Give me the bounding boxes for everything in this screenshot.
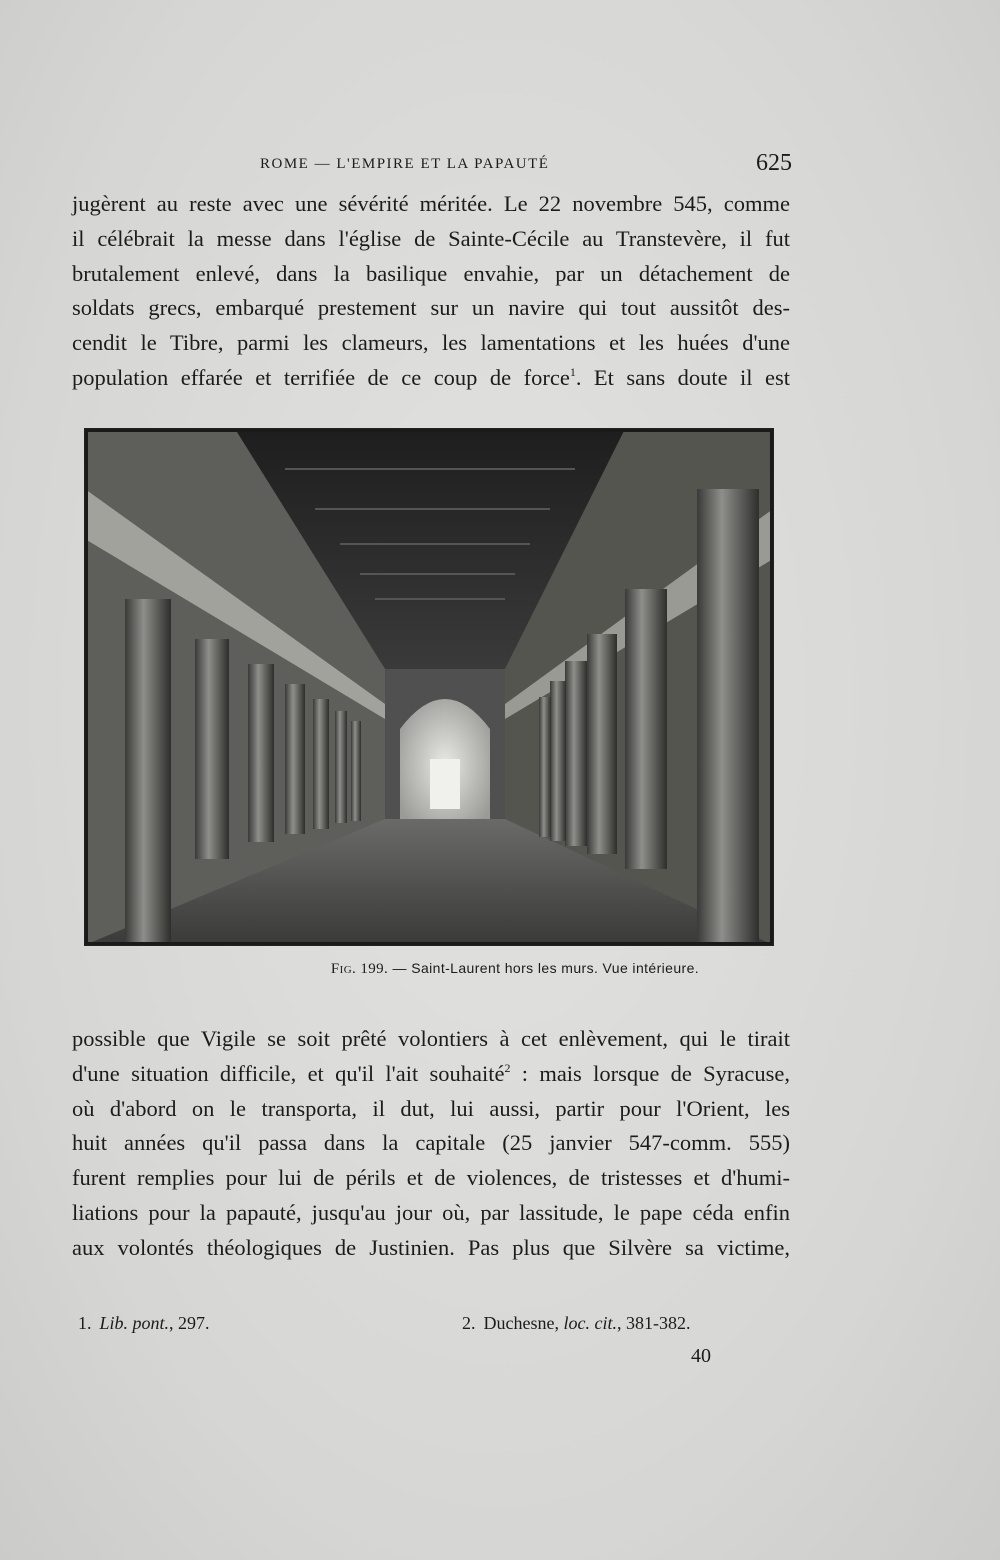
text-line: furent remplies pour lui de périls et de violences, de tristesses et d'humi- bbox=[72, 1165, 790, 1191]
figure-photograph bbox=[84, 428, 774, 946]
footnote-ref-1[interactable]: 1 bbox=[569, 364, 576, 379]
footnote-reference: , 381-382. bbox=[616, 1313, 691, 1333]
figure-label: Fig. 199. bbox=[330, 961, 389, 977]
running-title: ROME — L'EMPIRE ET LA PAPAUTÉ bbox=[260, 156, 550, 172]
signature-mark: 40 bbox=[691, 1345, 711, 1367]
text-fragment: d'une situation difficile, et qu'il l'ait souhaité bbox=[72, 1060, 505, 1086]
page-number: 625 bbox=[756, 150, 792, 176]
text-fragment: : mais lorsque de Syracuse, bbox=[510, 1060, 790, 1086]
figure-caption bbox=[0, 960, 1000, 978]
figure-caption-text: — Saint-Laurent hors les murs. Vue intérieure. bbox=[392, 960, 700, 976]
text-line bbox=[72, 1057, 790, 1092]
text-fragment: . Et sans doute il est bbox=[575, 364, 790, 390]
text-line: aux volontés théologiques de Justinien. Pas plus que Silvère sa victime, bbox=[72, 1234, 790, 1260]
text-line: soldats grecs, embarqué prestement sur un navire qui tout aussitôt des- bbox=[72, 295, 790, 321]
text-block-upper bbox=[72, 187, 790, 396]
footnote-2 bbox=[462, 1313, 690, 1334]
text-line: cendit le Tibre, parmi les clameurs, les lamentations et les huées d'une bbox=[72, 330, 790, 356]
text-line: jugèrent au reste avec une sévérité méritée. Le 22 novembre 545, comme bbox=[72, 191, 790, 216]
text-block-lower bbox=[72, 1022, 790, 1266]
footnotes bbox=[78, 1313, 778, 1343]
footnote-marker: 2. bbox=[462, 1313, 476, 1333]
footnote-source: Lib. pont. bbox=[99, 1313, 170, 1333]
footnote-1 bbox=[78, 1313, 210, 1334]
text-fragment: population effarée et terrifiée de ce coup de force bbox=[72, 364, 570, 390]
footnote-author: Duchesne, bbox=[483, 1313, 564, 1333]
footnote-marker: 1. bbox=[78, 1313, 92, 1333]
text-line: possible que Vigile se soit prêté volontiers à cet enlèvement, qui le tirait bbox=[72, 1026, 790, 1051]
text-line: brutalement enlevé, dans la basilique envahie, par un détachement de bbox=[72, 260, 790, 286]
text-line: il célébrait la messe dans l'église de Sainte-Cécile au Transtevère, il fut bbox=[72, 225, 790, 251]
footnote-source: loc. cit. bbox=[563, 1313, 617, 1333]
text-line: huit années qu'il passa dans la capitale (25 janvier 547-comm. 555) bbox=[72, 1130, 790, 1156]
footnote-ref-2[interactable]: 2 bbox=[504, 1060, 511, 1075]
footnote-reference: , 297. bbox=[169, 1313, 210, 1333]
basilica-interior-illustration bbox=[85, 429, 773, 945]
running-head bbox=[72, 148, 792, 188]
text-line bbox=[72, 361, 790, 396]
text-line: liations pour la papauté, jusqu'au jour où, par lassitude, le pape céda enfin bbox=[72, 1199, 790, 1225]
text-line: où d'abord on le transporta, il dut, lui aussi, partir pour l'Orient, les bbox=[72, 1095, 790, 1121]
